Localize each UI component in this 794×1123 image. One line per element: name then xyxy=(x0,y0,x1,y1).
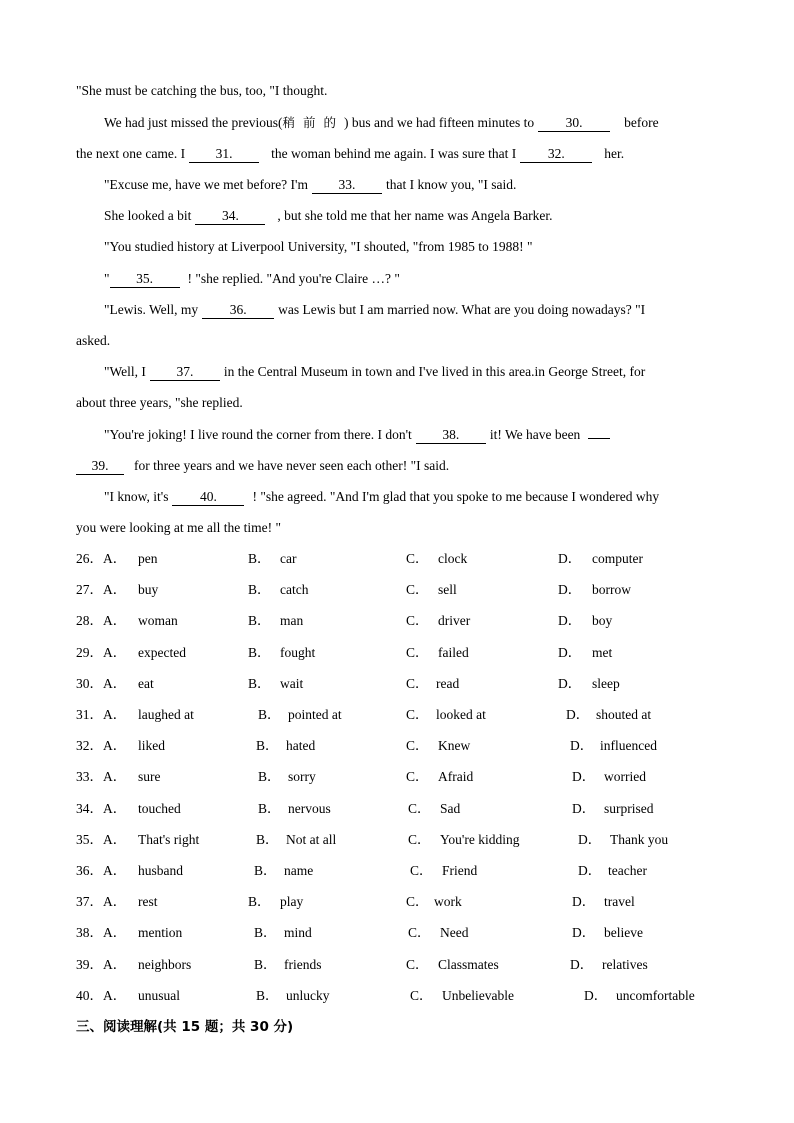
passage-text: ! "she replied. "And you're Claire …? " xyxy=(187,271,400,286)
passage-line xyxy=(76,519,281,537)
option-d[interactable]: Thank you xyxy=(610,831,669,847)
blank-38[interactable]: 38. xyxy=(416,427,486,444)
question-row xyxy=(76,706,716,724)
question-row xyxy=(76,675,716,693)
option-d[interactable]: surprised xyxy=(604,800,654,816)
question-number: 32．A． xyxy=(76,738,127,754)
passage-line xyxy=(104,176,516,194)
blank-40[interactable]: 40. xyxy=(172,489,244,506)
option-c[interactable]: You're kidding xyxy=(440,831,520,847)
option-c-label: C． xyxy=(408,831,431,847)
option-a[interactable]: eat xyxy=(138,675,154,691)
option-b-label: B． xyxy=(248,551,271,566)
passage-text: "She must be catching the bus, too, "I thought. xyxy=(76,83,328,98)
option-b-label: B． xyxy=(254,956,277,972)
question-number: 30．A． xyxy=(76,675,127,691)
option-c-label: C． xyxy=(406,644,429,660)
option-a[interactable]: laughed at xyxy=(138,707,194,722)
option-a[interactable]: unusual xyxy=(138,987,180,1003)
passage-line xyxy=(76,457,449,475)
option-c-label: C． xyxy=(406,582,429,598)
option-b[interactable]: mind xyxy=(284,925,312,941)
option-b[interactable]: pointed at xyxy=(288,707,342,722)
passage-line xyxy=(104,114,659,132)
option-a[interactable]: buy xyxy=(138,582,159,598)
blank-30[interactable]: 30. xyxy=(538,115,610,132)
passage-text: asked. xyxy=(76,333,111,348)
option-b-label: B． xyxy=(256,831,279,847)
question-row xyxy=(76,644,716,662)
option-b-label: B． xyxy=(256,738,279,754)
option-b[interactable]: man xyxy=(280,613,304,629)
option-a[interactable]: pen xyxy=(138,551,158,566)
option-b[interactable]: nervous xyxy=(288,800,331,816)
option-c[interactable]: driver xyxy=(438,613,471,629)
passage-line xyxy=(76,82,327,100)
option-c-label: C． xyxy=(408,925,431,941)
passage-text: , but she told me that her name was Angela Barker. xyxy=(277,208,553,223)
passage-text: about three years, "she replied. xyxy=(76,395,243,410)
option-b[interactable]: catch xyxy=(280,582,309,598)
passage-text: "I know, it's xyxy=(104,489,169,504)
passage-line xyxy=(104,207,553,225)
passage-text: We had just missed the previous( xyxy=(104,115,283,130)
option-c-label: C． xyxy=(406,551,429,566)
option-c[interactable]: sell xyxy=(438,582,457,598)
option-c-label: C． xyxy=(408,800,431,816)
passage-line xyxy=(104,238,533,256)
option-d[interactable]: boy xyxy=(592,613,613,629)
option-a[interactable]: liked xyxy=(138,738,165,754)
option-d-label: D． xyxy=(572,800,596,816)
option-c[interactable]: Unbelievable xyxy=(442,987,514,1003)
option-a[interactable]: neighbors xyxy=(138,956,192,972)
option-d-label: D． xyxy=(572,894,596,910)
option-c[interactable]: clock xyxy=(438,551,468,566)
option-b-label: B． xyxy=(248,613,271,629)
blank-33[interactable]: 33. xyxy=(312,177,382,194)
option-c[interactable]: Classmates xyxy=(438,956,499,972)
option-d[interactable]: shouted at xyxy=(596,707,652,722)
option-d-label: D． xyxy=(584,987,608,1003)
question-row xyxy=(76,800,716,818)
question-number: 28．A． xyxy=(76,613,127,629)
question-row xyxy=(76,893,716,911)
passage-text: "Excuse me, have we met before? I'm xyxy=(104,177,308,192)
passage-line xyxy=(104,270,400,288)
option-b[interactable]: name xyxy=(284,863,314,878)
option-d-label: D． xyxy=(570,956,594,972)
passage-text: "You studied history at Liverpool University, "I shouted, "from 1985 to 1988! " xyxy=(104,239,533,254)
question-number: 31．A． xyxy=(76,707,127,722)
option-d[interactable]: influenced xyxy=(600,738,657,754)
blank-35[interactable]: 35. xyxy=(110,271,180,288)
option-c[interactable]: read xyxy=(436,675,460,691)
passage-line xyxy=(104,488,659,506)
option-d-label: D． xyxy=(558,582,582,598)
option-b-label: B． xyxy=(258,800,281,816)
passage-line xyxy=(76,332,110,350)
question-number: 38．A． xyxy=(76,925,127,941)
question-number: 34．A． xyxy=(76,800,127,816)
option-b[interactable]: fought xyxy=(280,644,316,660)
passage-text: you were looking at me all the time! " xyxy=(76,520,281,535)
question-number: 35．A． xyxy=(76,831,127,847)
option-d[interactable]: computer xyxy=(592,551,643,566)
section-heading: 三、阅读理解(共 15 题；共 30 分) xyxy=(76,1019,294,1035)
passage-text: that I know you, "I said. xyxy=(385,177,517,192)
passage-text: the next one came. I xyxy=(76,146,186,161)
option-c[interactable]: Knew xyxy=(438,738,471,754)
passage-text: the woman behind me again. I was sure that I xyxy=(271,146,517,161)
option-d[interactable]: travel xyxy=(604,894,635,910)
option-a[interactable]: husband xyxy=(138,863,183,878)
passage-text: "Lewis. Well, my xyxy=(104,302,199,317)
option-b[interactable]: play xyxy=(280,894,304,910)
option-d[interactable]: sleep xyxy=(592,675,620,691)
question-row xyxy=(76,612,716,630)
passage-text: ) bus and we had fifteen minutes to xyxy=(344,115,535,130)
blank-39-start xyxy=(588,438,610,439)
blank-32[interactable]: 32. xyxy=(520,146,592,163)
option-b-label: B． xyxy=(258,769,281,785)
question-number: 37．A． xyxy=(76,894,127,910)
passage-text: for three years and we have never seen each other! "I said. xyxy=(134,458,450,473)
passage-text: before xyxy=(624,115,659,130)
option-c-label: C． xyxy=(406,707,429,722)
option-d-label: D． xyxy=(578,863,602,878)
option-d[interactable]: uncomfortable xyxy=(616,987,695,1003)
option-b[interactable]: hated xyxy=(286,738,316,754)
option-c-label: C． xyxy=(406,675,429,691)
passage-line xyxy=(104,363,645,381)
question-row xyxy=(76,862,716,880)
question-number: 36．A． xyxy=(76,863,127,878)
option-c[interactable]: Sad xyxy=(440,800,461,816)
option-a[interactable]: touched xyxy=(138,800,181,816)
option-d[interactable]: met xyxy=(592,644,613,660)
question-number: 33．A． xyxy=(76,769,127,785)
passage-text: was Lewis but I am married now. What are you doing nowadays? "I xyxy=(278,302,646,317)
question-row xyxy=(76,987,716,1005)
option-b-label: B． xyxy=(256,987,279,1003)
option-d-label: D． xyxy=(558,644,582,660)
option-d[interactable]: borrow xyxy=(592,582,631,598)
passage-line xyxy=(104,426,614,444)
option-d-label: D． xyxy=(558,613,582,629)
option-d[interactable]: teacher xyxy=(608,863,647,878)
option-b-label: B． xyxy=(248,675,271,691)
passage-text: it! We have been xyxy=(489,427,581,442)
option-b-label: B． xyxy=(248,582,271,598)
option-c-label: C． xyxy=(410,987,433,1003)
option-d-label: D． xyxy=(570,738,594,754)
option-d-label: D． xyxy=(558,551,582,566)
option-d-label: D． xyxy=(566,707,590,722)
question-number: 39．A． xyxy=(76,956,127,972)
question-row xyxy=(76,831,716,849)
question-number: 26．A． xyxy=(76,551,127,566)
option-b[interactable]: Not at all xyxy=(286,831,337,847)
option-c[interactable]: failed xyxy=(438,644,469,660)
option-c[interactable]: Afraid xyxy=(438,769,474,785)
option-c-label: C． xyxy=(410,863,433,878)
option-c-label: C． xyxy=(406,613,429,629)
option-b[interactable]: friends xyxy=(284,956,322,972)
passage-text: in the Central Museum in town and I've lived in this area.in George Street, for xyxy=(223,364,646,379)
passage-line xyxy=(76,145,624,163)
option-b-label: B． xyxy=(254,863,277,878)
option-b[interactable]: car xyxy=(280,551,297,566)
question-number: 40．A． xyxy=(76,987,127,1003)
option-a[interactable]: expected xyxy=(138,644,186,660)
option-b-label: B． xyxy=(248,644,271,660)
blank-36[interactable]: 36. xyxy=(202,302,274,319)
option-a[interactable]: rest xyxy=(138,894,158,910)
option-d[interactable]: relatives xyxy=(602,956,648,972)
option-d-label: D． xyxy=(572,769,596,785)
blank-39[interactable]: 39. xyxy=(76,458,124,475)
option-b-label: B． xyxy=(258,707,281,722)
passage-line xyxy=(104,301,645,319)
option-d[interactable]: believe xyxy=(604,925,643,941)
blank-31[interactable]: 31. xyxy=(189,146,259,163)
option-d[interactable]: worried xyxy=(604,769,646,785)
option-c[interactable]: Friend xyxy=(442,863,478,878)
option-a[interactable]: mention xyxy=(138,925,183,941)
question-row xyxy=(76,768,716,786)
option-b-label: B． xyxy=(248,894,271,910)
option-c-label: C． xyxy=(406,738,429,754)
option-d-label: D． xyxy=(572,925,596,941)
option-c-label: C． xyxy=(406,769,429,785)
option-a[interactable]: That's right xyxy=(138,831,200,847)
option-b[interactable]: wait xyxy=(280,675,304,691)
passage-text: She looked a bit xyxy=(104,208,192,223)
question-row xyxy=(76,550,716,568)
passage-line xyxy=(76,394,243,412)
option-b[interactable]: unlucky xyxy=(286,987,330,1003)
question-row xyxy=(76,924,716,942)
question-number: 29．A． xyxy=(76,644,127,660)
blank-34[interactable]: 34. xyxy=(195,208,265,225)
passage-text: " xyxy=(104,271,110,286)
option-b[interactable]: sorry xyxy=(288,769,316,785)
question-row xyxy=(76,581,716,599)
option-c-label: C． xyxy=(406,894,429,910)
option-d-label: D． xyxy=(578,831,602,847)
passage-text: her. xyxy=(604,146,625,161)
question-number: 27．A． xyxy=(76,582,127,598)
option-c[interactable]: Need xyxy=(440,925,469,941)
passage-text: "Well, I xyxy=(104,364,146,379)
option-a[interactable]: woman xyxy=(138,613,178,629)
option-b-label: B． xyxy=(254,925,277,941)
question-row xyxy=(76,737,716,755)
chinese-gloss: 稍前的 xyxy=(282,115,345,130)
option-c-label: C． xyxy=(406,956,429,972)
option-c[interactable]: looked at xyxy=(436,707,486,722)
passage-text: ! "she agreed. "And I'm glad that you spoke to me because I wondered why xyxy=(252,489,660,504)
option-c[interactable]: work xyxy=(434,894,462,910)
option-d-label: D． xyxy=(558,675,582,691)
option-a[interactable]: sure xyxy=(138,769,161,785)
blank-37[interactable]: 37. xyxy=(150,364,220,381)
question-row xyxy=(76,956,716,974)
passage-text: "You're joking! I live round the corner from there. I don't xyxy=(104,427,412,442)
